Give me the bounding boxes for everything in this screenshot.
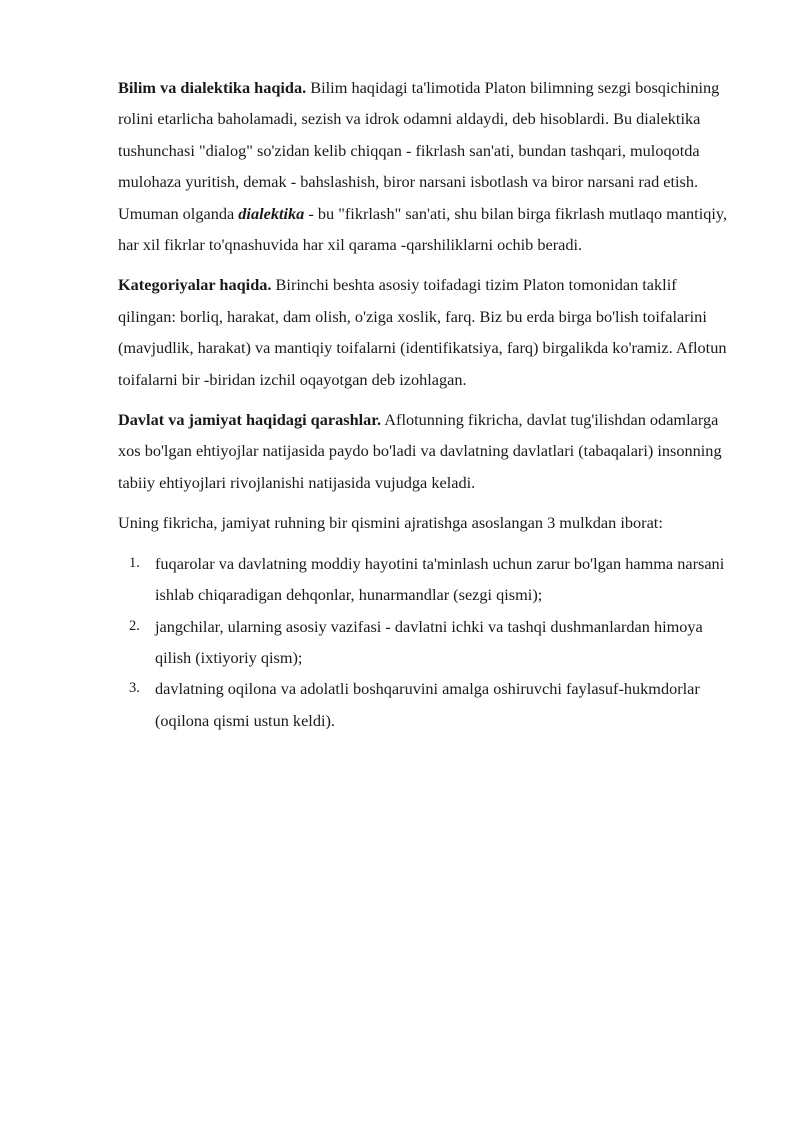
paragraph-kategoriyalar: [118, 269, 738, 395]
list-item: [118, 548, 738, 611]
paragraph-jamiyat: [118, 507, 738, 538]
list-item: [118, 673, 738, 736]
document-page: [118, 72, 738, 736]
heading-kategoriyalar: Kategoriyalar haqida.: [118, 275, 272, 295]
text-bilim-before: Bilim haqidagi ta'limotida Platon bilimning sezgi bosqichining rolini etarlicha baholamadi, sezish va idrok odamni aldaydi, deb hisoblardi. Bu dialektika tushunchasi "dialog" so'zidan kelib chiqqan - fikrlash san'ati, bundan tashqari, muloqotda mulohaza yuritish, demak - bahslashish, biror narsani isbotlash va biror narsani rad etish. Umuman olganda: [118, 78, 720, 223]
estates-list: [118, 548, 738, 736]
heading-bilim: Bilim va dialektika haqida.: [118, 78, 307, 97]
text-jamiyat: Uning fikricha, jamiyat ruhning bir qismini ajratishga asoslangan 3 mulkdan iborat:: [118, 513, 663, 533]
text-kategoriyalar: Birinchi beshta asosiy toifadagi tizim Platon tomonidan taklif qilingan: borliq, harakat, dam olish, o'ziga xoslik, farq. Biz bu erda birga bo'lish toifalarini (mavjudlik, harakat) va mantiqiy toifalarni (identifikatsiya, farq) birgalikda ko'ramiz. Aflotun toifalarni bir -biridan izchil oqayotgan deb izohlagan.: [118, 275, 727, 389]
list-item: [118, 611, 738, 674]
paragraph-davlat: [118, 404, 738, 498]
heading-davlat: Davlat va jamiyat haqidagi qarashlar.: [118, 410, 382, 430]
text-davlat: Aflotunning fikricha, davlat tug'ilishdan odamlarga xos bo'lgan ehtiyojlar natijasida paydo bo'ladi va davlatning davlatlari (tabaqalari) insonning tabiiy ehtiyojlari rivojlanishi natijasida vujudga keladi.: [118, 410, 722, 492]
term-dialektika: dialektika: [238, 203, 305, 223]
list-item-text: jangchilar, ularning asosiy vazifasi - davlatni ichki va tashqi dushmanlardan himoya qilish (ixtiyoriy qism);: [155, 616, 703, 667]
paragraph-bilim: [118, 72, 738, 260]
list-item-text: fuqarolar va davlatning moddiy hayotini ta'minlash uchun zarur bo'lgan hamma narsani ishlab chiqaradigan dehqonlar, hunarmandlar (sezgi qismi);: [155, 553, 725, 605]
list-item-text: davlatning oqilona va adolatli boshqaruvini amalga oshiruvchi faylasuf-hukmdorlar (oqilona qismi ustun keldi).: [155, 679, 700, 730]
list-item-number: 1.: [129, 554, 140, 571]
text-bilim-after: - bu "fikrlash" san'ati, shu bilan birga fikrlash mutlaqo mantiqiy, har xil fikrlar to'qnashuvida har xil qarama -qarshiliklarni ochib beradi.: [118, 203, 728, 255]
list-item-number: 2.: [129, 617, 140, 634]
list-item-number: 3.: [129, 680, 140, 697]
